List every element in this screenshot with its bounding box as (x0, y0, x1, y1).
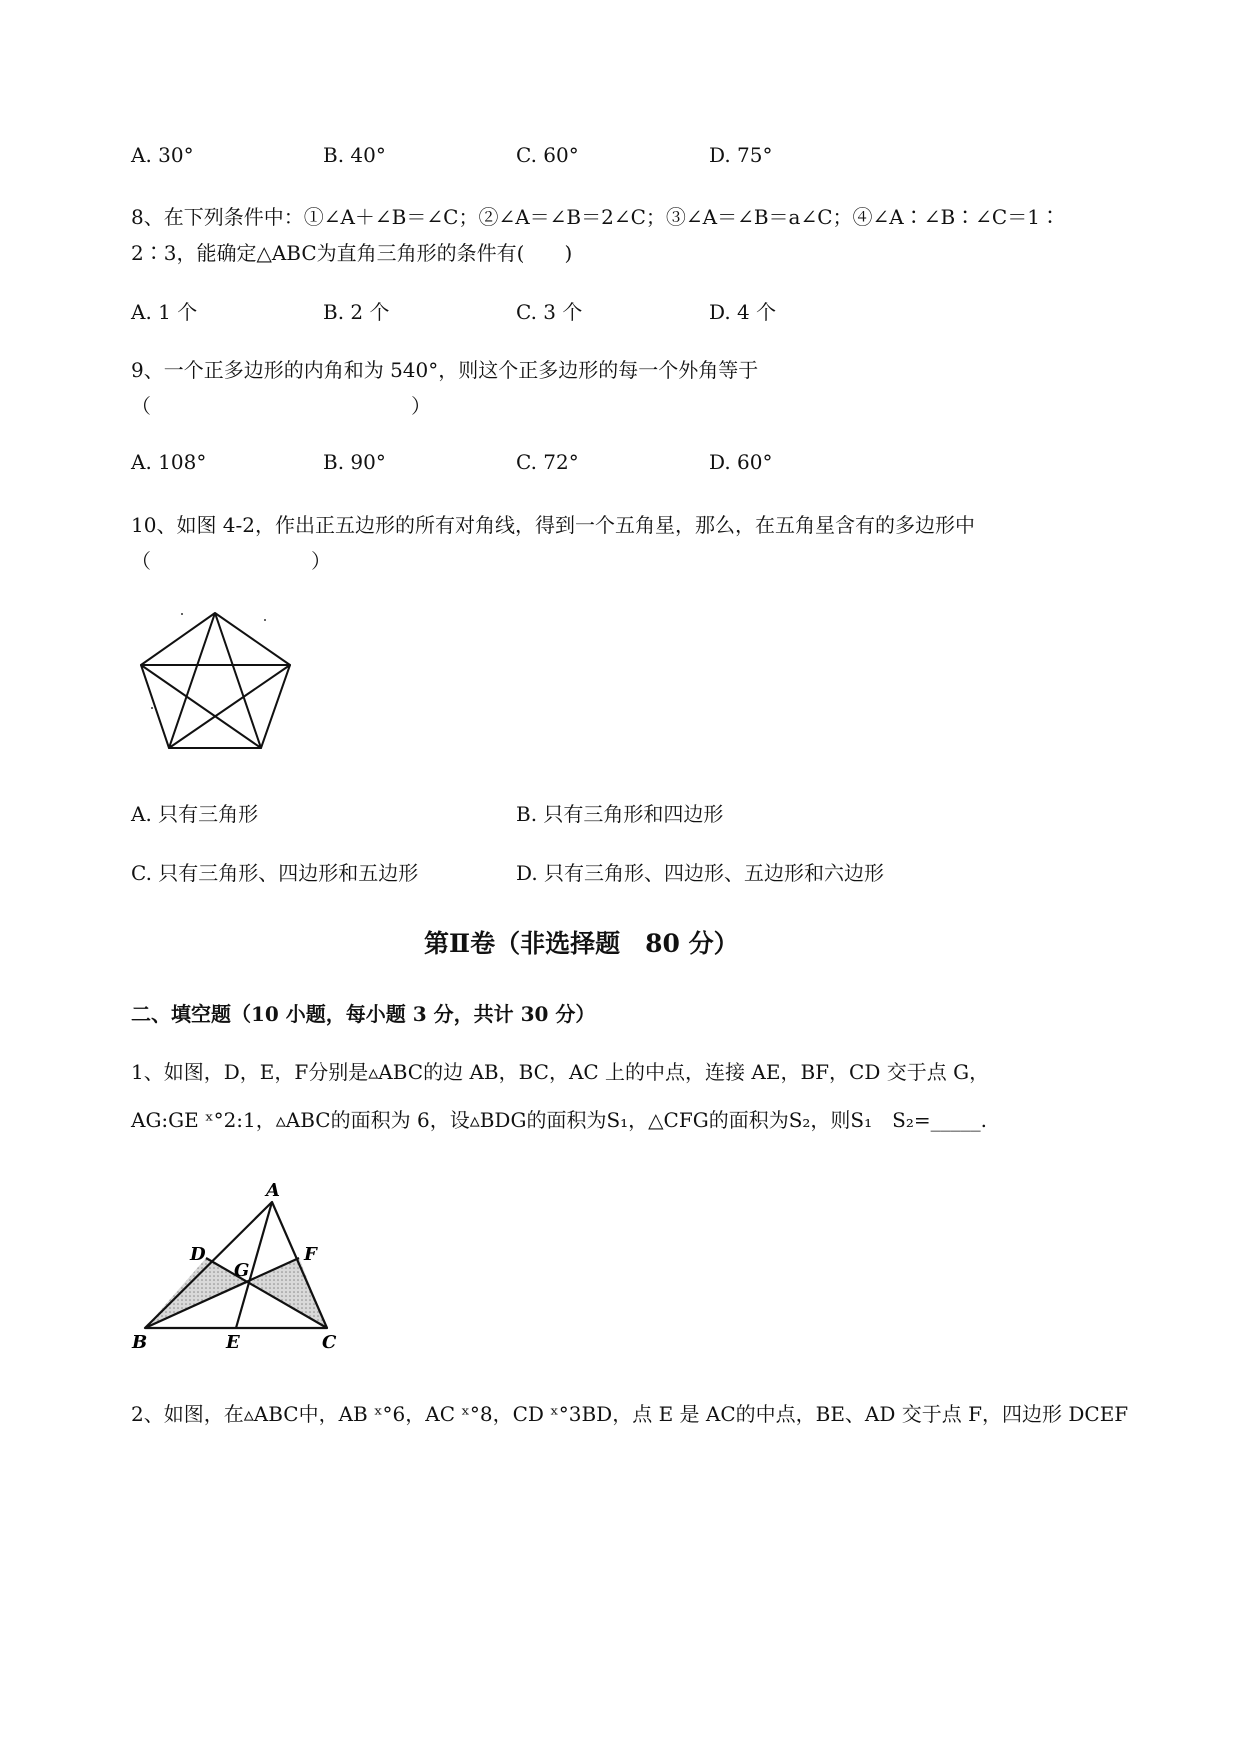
q9-option-c: C. 72° (516, 450, 579, 474)
section-title: 第Ⅱ卷（非选择题 80 分） (424, 929, 739, 958)
label-g: G (234, 1260, 250, 1281)
q8-option-c: C. 3 个 (516, 300, 583, 324)
q9-stem-line2: （ ） (131, 394, 431, 418)
q9-stem-line1: 9、一个正多边形的内角和为 540°，则这个正多边形的每一个外角等于 (131, 358, 759, 382)
q10-option-b: B. 只有三角形和四边形 (516, 802, 724, 826)
q7-option-b: B. 40° (323, 143, 386, 167)
label-d: D (190, 1244, 206, 1265)
label-e: E (226, 1332, 240, 1353)
q7-option-d: D. 75° (709, 143, 773, 167)
shaded-triangle-cfg (248, 1258, 327, 1328)
q8-option-d: D. 4 个 (709, 300, 777, 324)
pentagram-figure (130, 600, 310, 760)
fill1-stem-line2: AG:GE ˣ°2:1，▵ABC的面积为 6，设▵BDG的面积为S₁，△CFG的面积为S₂，则S₁ S₂=_____. (131, 1108, 987, 1132)
q10-option-a: A. 只有三角形 (131, 802, 259, 826)
q9-option-a: A. 108° (131, 450, 207, 474)
fill1-stem-line1: 1、如图，D，E，F分别是▵ABC的边 AB，BC，AC 上的中点，连接 AE，BF，CD 交于点 G， (131, 1060, 990, 1084)
q8-stem-line1: 8、在下列条件中：①∠A＋∠B＝∠C；②∠A＝∠B＝2∠C；③∠A＝∠B＝a∠C；④∠A∶∠B∶∠C＝1∶ (131, 205, 1060, 229)
q7-option-c: C. 60° (516, 143, 579, 167)
q8-stem-line2: 2∶3，能确定△ABC为直角三角形的条件有( ) (131, 241, 573, 265)
q8-option-a: A. 1 个 (131, 300, 198, 324)
triangle-figure (128, 1178, 348, 1356)
shaded-triangle-bdg (145, 1258, 248, 1328)
section-subtitle: 二、填空题（10 小题，每小题 3 分，共计 30 分） (131, 1002, 596, 1026)
label-b: B (132, 1332, 148, 1353)
q10-stem-line2: （ ） (131, 549, 331, 573)
label-a: A (266, 1180, 280, 1201)
fill2-stem-line1: 2、如图，在▵ABC中，AB ˣ°6，AC ˣ°8，CD ˣ°3BD，点 E 是 AC的中点，BE、AD 交于点 F，四边形 DCEF (131, 1402, 1129, 1426)
q7-option-a: A. 30° (131, 143, 194, 167)
q10-option-d: D. 只有三角形、四边形、五边形和六边形 (516, 861, 885, 885)
label-c: C (322, 1332, 337, 1353)
q9-option-b: B. 90° (323, 450, 386, 474)
label-f: F (304, 1244, 317, 1265)
q9-option-d: D. 60° (709, 450, 773, 474)
q8-option-b: B. 2 个 (323, 300, 390, 324)
q10-option-c: C. 只有三角形、四边形和五边形 (131, 861, 419, 885)
q10-stem-line1: 10、如图 4-2，作出正五边形的所有对角线，得到一个五角星，那么，在五角星含有的多边形中 (131, 513, 976, 537)
